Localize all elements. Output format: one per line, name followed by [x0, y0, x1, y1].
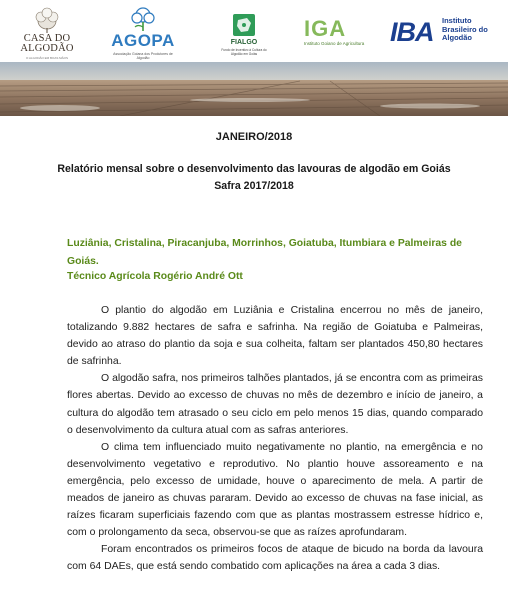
cotton-field-banner — [0, 62, 508, 116]
cotton-plant-icon — [108, 6, 178, 32]
iga-subtitle: Instituto Goiano de Agricultura — [304, 41, 365, 46]
casa-do-algodao-logo — [16, 6, 78, 58]
fialgo-subtitle: Fundo de Incentivo à Cultura do Algodão em Goiás — [221, 48, 267, 56]
paragraph-1: O plantio do algodão em Luziânia e Cristalina encerrou no mês de janeiro, totalizando 9.882 hectares de safra e safrinha. Na região de Goiatuba e Palmeiras, devido ao atraso do plantio da soja e sua colheita, faltam ser plantados 450,80 hectares de safrinha. — [67, 305, 483, 368]
fialgo-logo — [221, 6, 267, 62]
report-title-line1: Relatório mensal sobre o desenvolvimento das lavouras de algodão em Goiás — [57, 163, 451, 175]
map-icon — [233, 14, 255, 36]
casa-logo-tagline: O ALGODÃO EM BOAS MÃOS — [25, 56, 68, 60]
report-body — [67, 302, 483, 576]
iba-subtitle: Instituto Brasileiro do Algodão — [442, 16, 488, 42]
report-title — [40, 161, 468, 195]
fialgo-wordmark: FIALGO — [230, 39, 258, 46]
paragraph-4: Foram encontrados os primeiros focos de ataque de bicudo na borda da lavoura com 64 DAEs, que está sendo combatido com aplicações na área a cada 3 dias. — [67, 544, 483, 573]
region-heading-line1: Luziânia, Cristalina, Piracanjuba, Morrinhos, Goiatuba, Itumbiara e Palmeiras de — [67, 238, 462, 249]
report-month: JANEIRO/2018 — [215, 131, 293, 143]
technician-name: Técnico Agrícola Rogério André Ott — [67, 271, 243, 282]
cotton-boll-icon — [16, 6, 78, 34]
iga-logo — [302, 6, 364, 60]
region-heading — [67, 235, 483, 270]
paragraph-2: O algodão safra, nos primeiros talhões plantados, já se encontra com as primeiras flores abertas. Devido ao excesso de chuvas no mês de dezembro e início de janeiro, a cultura do algodão tem atrasado o seu ciclo em pelo menos 15 dias, quando comparado o desenvolvimento da cultura atual com as safras anteriores. — [67, 373, 483, 436]
casa-logo-line1: CASA DO — [23, 33, 71, 44]
paragraph-3: O clima tem influenciado muito negativamente no plantio, na emergência e no desenvolvimento vegetativo e reprodutivo. No plantio houve assoreamento e na emergência, pelo excesso de umidade, houve o aparecimento de mela. A partir de meados de janeiro as chuvas pararam. Devido ao excesso de chuvas na fase inicial, as raízes ficaram superficiais fazendo com que as plantas mostrassem estresse hídrico e, com o prolongamento da seca, observou-se que as raízes aprofundaram. — [67, 441, 483, 539]
report-title-line2: Safra 2017/2018 — [214, 180, 294, 192]
casa-logo-line2: ALGODÃO — [20, 43, 74, 54]
agopa-wordmark: AGOPA — [111, 31, 175, 50]
iga-wordmark: IGA — [304, 16, 347, 41]
region-heading-line2: Goiás. — [67, 255, 99, 267]
iba-logo — [390, 6, 502, 60]
iba-wordmark: IBA — [390, 17, 434, 47]
agopa-logo — [108, 6, 178, 60]
logo-strip — [0, 0, 508, 62]
agopa-subtitle: Associação Goiana dos Produtores de Algodão — [113, 52, 173, 60]
